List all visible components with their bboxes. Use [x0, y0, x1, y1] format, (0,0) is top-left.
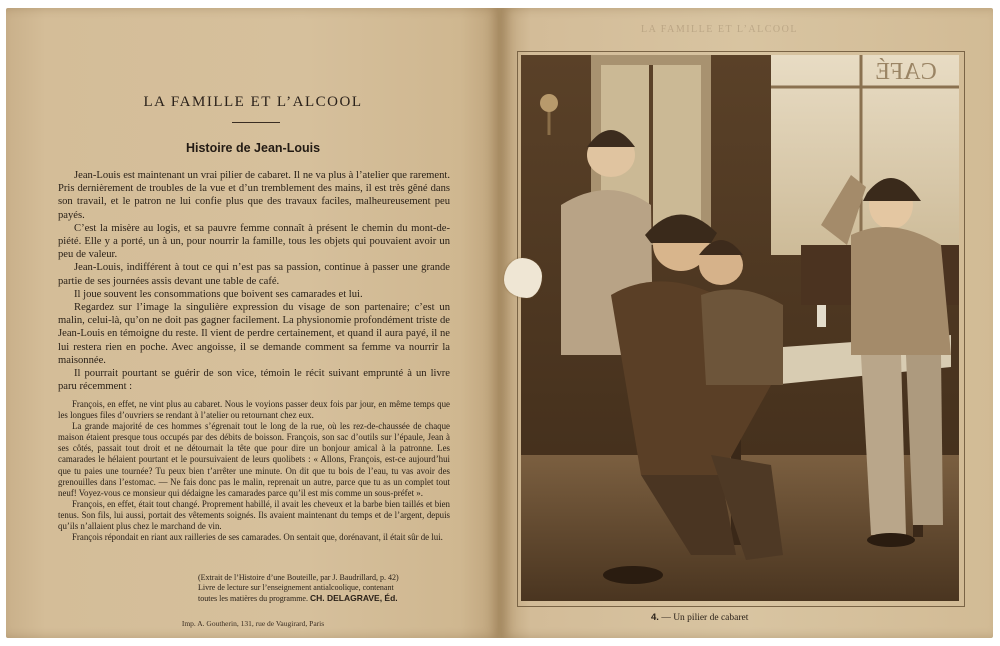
- story-body: [58, 169, 450, 393]
- paragraph: Regardez sur l’image la singulière expression du visage de son partenaire; c’est un malin, celui-là, qu’on ne doit pas gagner facilement. La physionomie profondément triste de Jean-Louis en témoigne du reste. Il vient de perdre certainement, et quand il aura payé, il ne lui restera rien en poche. Avec angoisse, il se demande comment sa femme va nourrir la maisonnée.: [58, 302, 450, 366]
- wall-lamp: [540, 94, 558, 112]
- left-page: [6, 8, 500, 638]
- glass: [817, 305, 826, 327]
- paper-tear: [504, 258, 542, 298]
- extract-paragraph: François, en effet, ne vint plus au cabaret. Nous le voyions passer deux fois par jour, en même temps que les longues files d’ouvriers se rendant à l’atelier ou retournant chez eux.: [58, 399, 450, 421]
- extract-paragraph: François, en effet, était tout changé. Proprement habillé, il avait les cheveux et la barbe bien taillés et bien tenus. Son fils, lui aussi, portait des vêtements soignés. Ils avaient maintenant du temps et de l’argent, depuis qu’ils n’allaient plus chez le marchand de vin.: [58, 498, 450, 532]
- extract-paragraph: La grande majorité de ces hommes s’égrenait tout le long de la rue, où les rez-de-chaussée de chaque maison étaient presque tous occupés par des débits de boisson. François, son sac d’outils sur l’épaule, Jean à ses côtés, passait tout droit et ne détournait la tête que pour dire un bonjour amical à la patronne. Les camarades le hélaient pourtant et le poursuivaient de leurs quolibets : « Allons, François, est-ce aujourd’hui que tu paies une tournée? Tu peux bien t’arrêter une minute. On dit que tu bois de l’eau, tu vas avoir des grenouilles dans l’estomac. — Ne fais donc pas le malin, reprenait un autre, parce que tu as un complet tout neuf! Voyez-vous ce monsieur qui dédaigne les camarades parce qu’il est mis comme un sous-préfet ».: [58, 421, 450, 498]
- paragraph: Jean-Louis, indifférent à tout ce qui n’est pas sa passion, continue à passer une grande partie de ses journées assis devant une table de café.: [58, 262, 450, 287]
- citation-line: [198, 593, 448, 604]
- page-title: LA FAMILLE ET L’ALCOOL: [143, 94, 363, 110]
- citation: [198, 573, 448, 604]
- partner-coat: [851, 227, 951, 355]
- paragraph: Il pourrait pourtant se guérir de son vice, témoin le récit suivant emprunté à un livre paru récemment :: [58, 368, 450, 393]
- paragraph: C’est la misère au logis, et sa pauvre femme connaît à présent le chemin du mont-de-piété. Elle y a porté, un à un, pour nourrir la famille, tous les objets qui pouvaient avoir un peu de valeur.: [58, 222, 450, 261]
- title-rule: [232, 122, 280, 123]
- caption-text: — Un pilier de cabaret: [661, 613, 749, 623]
- publisher: CH. DELAGRAVE, Éd.: [309, 593, 398, 603]
- printer-imprint: Imp. A. Goutherin, 131, rue de Vaugirard, Paris: [181, 619, 325, 628]
- cafe-window: [771, 55, 959, 255]
- book-extract: [58, 399, 450, 543]
- paragraph: Il joue souvent les consommations que boivent ses camarades et lui.: [74, 288, 363, 300]
- ghost-title: LA FAMILLE ET L’ALCOOL: [641, 24, 798, 35]
- jean-louis-shoe: [603, 566, 663, 584]
- citation-text: toutes les matières du programme.: [198, 594, 308, 603]
- cafe-sign: CAFÉ: [875, 59, 937, 85]
- story-subtitle: Histoire de Jean-Louis: [185, 141, 321, 155]
- caption-number: 4.: [651, 612, 659, 623]
- paragraph: Jean-Louis est maintenant un vrai pilier de cabaret. Il ne va plus à l’atelier que rarement. Pris dernièrement de troubles de la vue et d’un tremblement des mains, il est très gêné dans son travail, et le patron ne lui confie plus que des travaux faciles, malheureusement peu payés.: [58, 170, 450, 221]
- cabaret-illustration: [521, 55, 959, 601]
- right-page: [501, 8, 993, 638]
- plate-caption: [651, 612, 748, 623]
- extract-paragraph: François répondait en riant aux railleries de ses camarades. On sentait que, dorénavant, il était sûr de lui.: [72, 532, 443, 543]
- citation-line: (Extrait de l’Histoire d’une Bouteille, par J. Baudrillard, p. 42): [198, 573, 399, 582]
- citation-line: Livre de lecture sur l’enseignement antialcoolique, contenant: [198, 583, 394, 592]
